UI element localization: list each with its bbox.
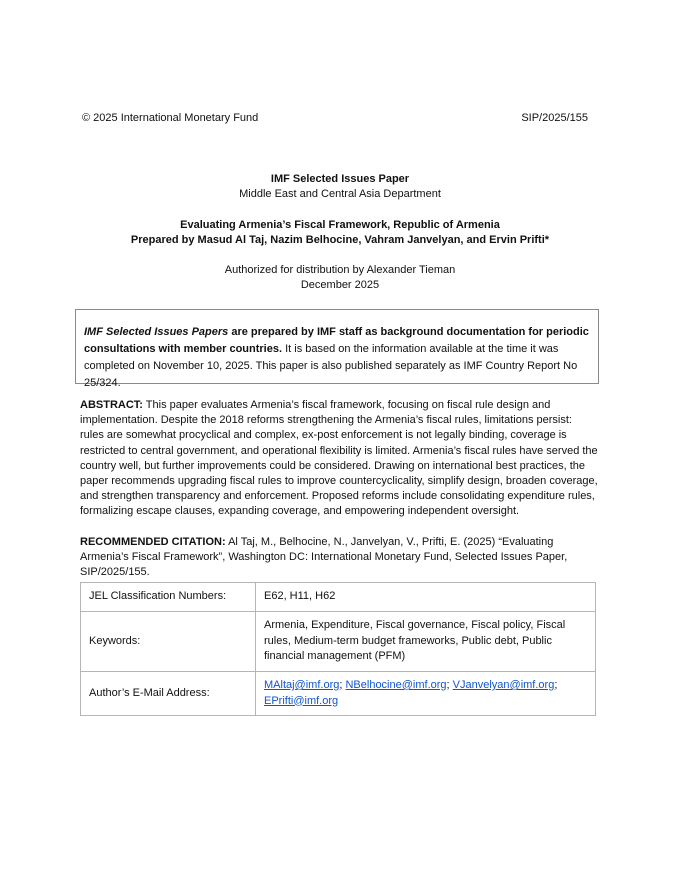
email-separator: ; xyxy=(554,679,558,691)
email-link[interactable]: MAltaj@imf.org xyxy=(264,679,340,691)
email-link[interactable]: VJanvelyan@imf.org xyxy=(452,679,555,691)
jel-label: JEL Classification Numbers: xyxy=(81,583,256,612)
email-label: Author’s E-Mail Address: xyxy=(81,672,256,716)
recommended-citation xyxy=(80,535,598,581)
abstract xyxy=(80,398,598,520)
authorization: Authorized for distribution by Alexander Tieman xyxy=(224,264,456,276)
citation-label: RECOMMENDED CITATION: xyxy=(80,536,226,548)
series-title: IMF Selected Issues Paper xyxy=(270,173,410,185)
disclaimer-series: IMF Selected Issues Papers xyxy=(84,326,229,338)
disclaimer-box xyxy=(75,309,599,389)
table-row xyxy=(81,612,596,672)
citation-text: Al Taj, M., Belhocine, N., Janvelyan, V., Prifti, E. (2025) “Evaluating Armenia’s Fiscal Framework”, Washington DC: International Monetary Fund, Selected Issues Paper, SIP/2025/155. xyxy=(80,536,568,579)
table-row xyxy=(81,672,596,716)
info-table xyxy=(80,582,596,716)
email-separator: ; xyxy=(446,679,453,691)
abstract-label: ABSTRACT: xyxy=(80,399,143,411)
email-separator: ; xyxy=(339,679,346,691)
copyright-notice: © 2025 International Monetary Fund xyxy=(82,112,259,124)
email-link[interactable]: NBelhocine@imf.org xyxy=(345,679,447,691)
email-link[interactable]: EPrifti@imf.org xyxy=(264,694,339,707)
keywords-label: Keywords: xyxy=(81,612,256,672)
paper-number: SIP/2025/155 xyxy=(521,112,588,124)
keywords-value: Armenia, Expenditure, Fiscal governance, Fiscal policy, Fiscal rules, Medium-term budget frameworks, Public debt, Public financial management (PFM) xyxy=(256,612,596,672)
disclaimer-text: It is based on the information available at the time it was completed on November 10, 2025. This paper is also published separately as IMF Country Report No 25/324. xyxy=(84,343,578,389)
department: Middle East and Central Asia Department xyxy=(239,188,441,200)
email-list xyxy=(256,672,596,716)
publication-date: December 2025 xyxy=(300,279,380,291)
abstract-text: This paper evaluates Armenia’s fiscal framework, focusing on fiscal rule design and implementation. Despite the 2018 reforms strengthening the Armenia’s fiscal rules, limitations persist: rules are somewhat procyclical and complex, ex-post enforcement is not legally binding, coverage is restricted to central government, and operational flexibility is limited. Armenia’s fiscal rules have served the country well, but further improvements could be considered. Drawing on international best practices, the paper recommends upgrading fiscal rules to improve countercyclicality, simplify design, broaden coverage, and strengthen transparency and enforcement. Proposed reforms include consolidating expenditure rules, formalizing escape clauses, expanding coverage, and empowering independent oversight. xyxy=(80,399,598,518)
jel-value: E62, H11, H62 xyxy=(256,583,596,612)
authors: Prepared by Masud Al Taj, Nazim Belhocine, Vahram Janvelyan, and Ervin Prifti* xyxy=(130,234,550,246)
table-row xyxy=(81,583,596,612)
paper-title: Evaluating Armenia’s Fiscal Framework, Republic of Armenia xyxy=(180,219,500,231)
disclaimer-bold: are prepared by IMF staff as background documentation for periodic consultations with member countries. xyxy=(84,326,589,355)
